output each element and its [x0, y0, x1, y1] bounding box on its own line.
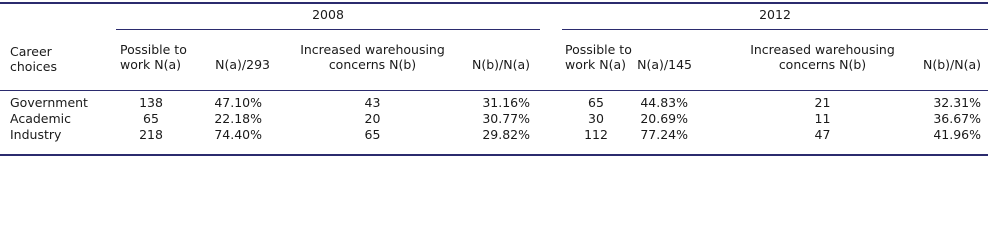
table-cell: 47	[814, 127, 831, 142]
table-cell: 22.18%	[214, 111, 262, 126]
table-cell: 112	[584, 127, 608, 142]
header-2008-ratio-b: N(b)/N(a)	[471, 57, 530, 72]
row-label: Government	[10, 95, 88, 110]
table-cell: 44.83%	[640, 95, 688, 110]
header-2012-increased-line1: Increased warehousing	[750, 42, 895, 57]
table-cell: 138	[139, 95, 163, 110]
header-2012-ratio-a: N(a)/145	[637, 57, 692, 72]
table-cell: 21	[814, 95, 831, 110]
table-cell: 31.16%	[482, 95, 530, 110]
header-2008-ratio-a: N(a)/293	[215, 57, 270, 72]
row-label: Industry	[10, 127, 62, 142]
table-cell: 41.96%	[933, 127, 981, 142]
row-header-line1: Career	[10, 44, 52, 59]
header-2008-increased-line2: concerns N(b)	[328, 57, 417, 72]
table-cell: 77.24%	[640, 127, 688, 142]
header-2008-increased-line1: Increased warehousing	[300, 42, 445, 57]
table-cell: 36.67%	[933, 111, 981, 126]
group-header-2008: 2008	[312, 7, 344, 22]
table-cell: 11	[814, 111, 831, 126]
row-label: Academic	[10, 111, 72, 126]
table-cell: 32.31%	[933, 95, 981, 110]
table-cell: 29.82%	[482, 127, 530, 142]
group-rule-2008	[116, 29, 540, 30]
table-cell: 65	[143, 111, 159, 126]
table-cell: 30	[588, 111, 604, 126]
header-2008-possible-line1: Possible to	[120, 42, 187, 57]
header-2012-increased-line2: concerns N(b)	[778, 57, 867, 72]
group-header-2012: 2012	[759, 7, 791, 22]
table-cell: 74.40%	[214, 127, 262, 142]
table-cell: 47.10%	[214, 95, 262, 110]
table-cell: 43	[364, 95, 381, 110]
header-2008-possible-line2: work N(a)	[120, 57, 181, 72]
header-2012-ratio-b: N(b)/N(a)	[922, 57, 981, 72]
table-cell: 218	[139, 127, 163, 142]
header-2012-possible-line1: Possible to	[565, 42, 632, 57]
row-header-line2: choices	[10, 59, 57, 74]
table-cell: 65	[588, 95, 604, 110]
header-2012-possible-line2: work N(a)	[565, 57, 626, 72]
table-top-rule	[0, 2, 988, 4]
table-cell: 20.69%	[640, 111, 688, 126]
table-cell: 20	[364, 111, 381, 126]
table-bottom-rule	[0, 154, 988, 156]
table-cell: 30.77%	[482, 111, 530, 126]
group-rule-2012	[562, 29, 988, 30]
table-cell: 65	[364, 127, 381, 142]
header-rule	[0, 90, 988, 91]
